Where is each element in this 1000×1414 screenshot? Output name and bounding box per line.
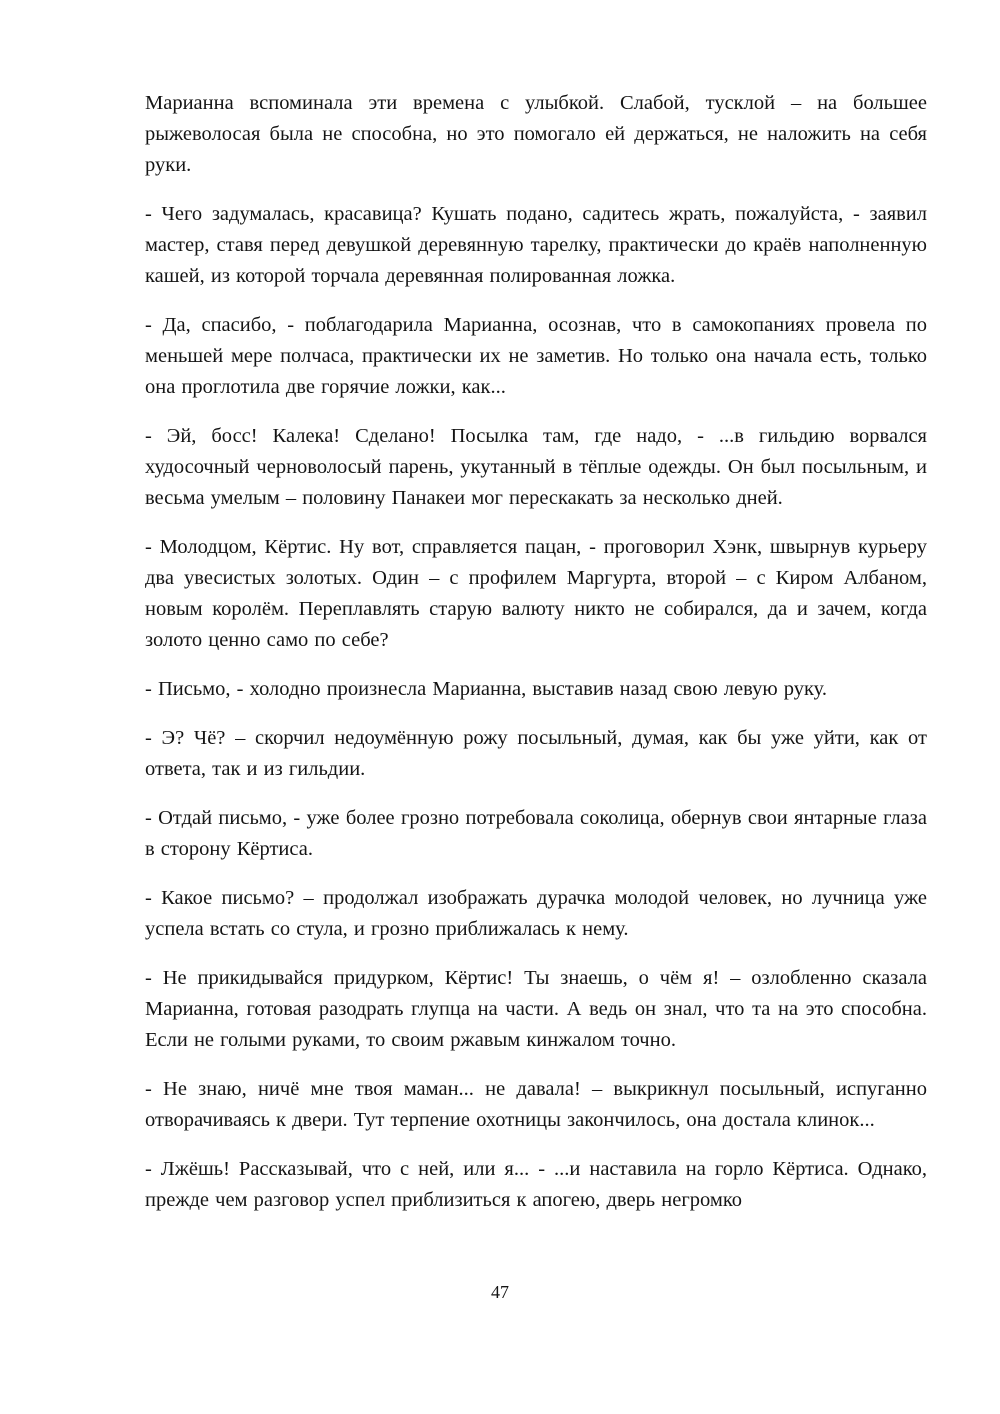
paragraph: - Не прикидывайся придурком, Кёртис! Ты знаешь, о чём я! – озлобленно сказала Марианна, готовая разодрать глупца на части. А ведь он знал, что та на это способна. Если не голыми руками, то своим ржавым кинжалом точно.: [145, 967, 927, 1051]
paragraph: - Да, спасибо, - поблагодарила Марианна, осознав, что в самокопаниях провела по меньшей мере полчаса, практически их не заметив. Но только она начала есть, только она проглотила две горячие ложки, как...: [145, 314, 927, 398]
page-number: 47: [491, 1282, 509, 1302]
paragraph: - Эй, босс! Калека! Сделано! Посылка там, где надо, - ...в гильдию ворвался худосочный черноволосый парень, укутанный в тёплые одежды. Он был посыльным, и весьма умелым – половину Панакеи мог перескакать за несколько дней.: [145, 425, 927, 509]
paragraph: - Письмо, - холодно произнесла Марианна, выставив назад свою левую руку.: [145, 678, 828, 700]
paragraph: Марианна вспоминала эти времена с улыбкой. Слабой, тусклой – на большее рыжеволосая была не способна, но это помогало ей держаться, не наложить на себя руки.: [145, 92, 927, 176]
paragraph: - Не знаю, ничё мне твоя маман... не давала! – выкрикнул посыльный, испуганно отворачиваясь к двери. Тут терпение охотницы закончилось, она достала клинок...: [145, 1078, 927, 1131]
paragraph: - Лжёшь! Рассказывай, что с ней, или я... - ...и наставила на горло Кёртиса. Однако, прежде чем разговор успел приблизиться к апогею, дверь негромко: [145, 1158, 927, 1211]
paragraph: - Чего задумалась, красавица? Кушать подано, садитесь жрать, пожалуйста, - заявил мастер, ставя перед девушкой деревянную тарелку, практически до краёв наполненную кашей, из которой торчала деревянная полированная ложка.: [145, 203, 927, 287]
paragraph: - Молодцом, Кёртис. Ну вот, справляется пацан, - проговорил Хэнк, швырнув курьеру два увесистых золотых. Один – с профилем Маргурта, второй – с Киром Албаном, новым королём. Переплавлять старую валюту никто не собирался, да и зачем, когда золото ценно само по себе?: [145, 536, 927, 651]
paragraph: - Э? Чё? – скорчил недоумённую рожу посыльный, думая, как бы уже уйти, как от ответа, так и из гильдии.: [145, 727, 927, 780]
paragraph: - Какое письмо? – продолжал изображать дурачка молодой человек, но лучница уже успела встать со стула, и грозно приближалась к нему.: [145, 887, 927, 940]
page-content: [145, 88, 927, 1234]
paragraph: - Отдай письмо, - уже более грозно потребовала соколица, обернув свои янтарные глаза в сторону Кёртиса.: [145, 807, 927, 860]
